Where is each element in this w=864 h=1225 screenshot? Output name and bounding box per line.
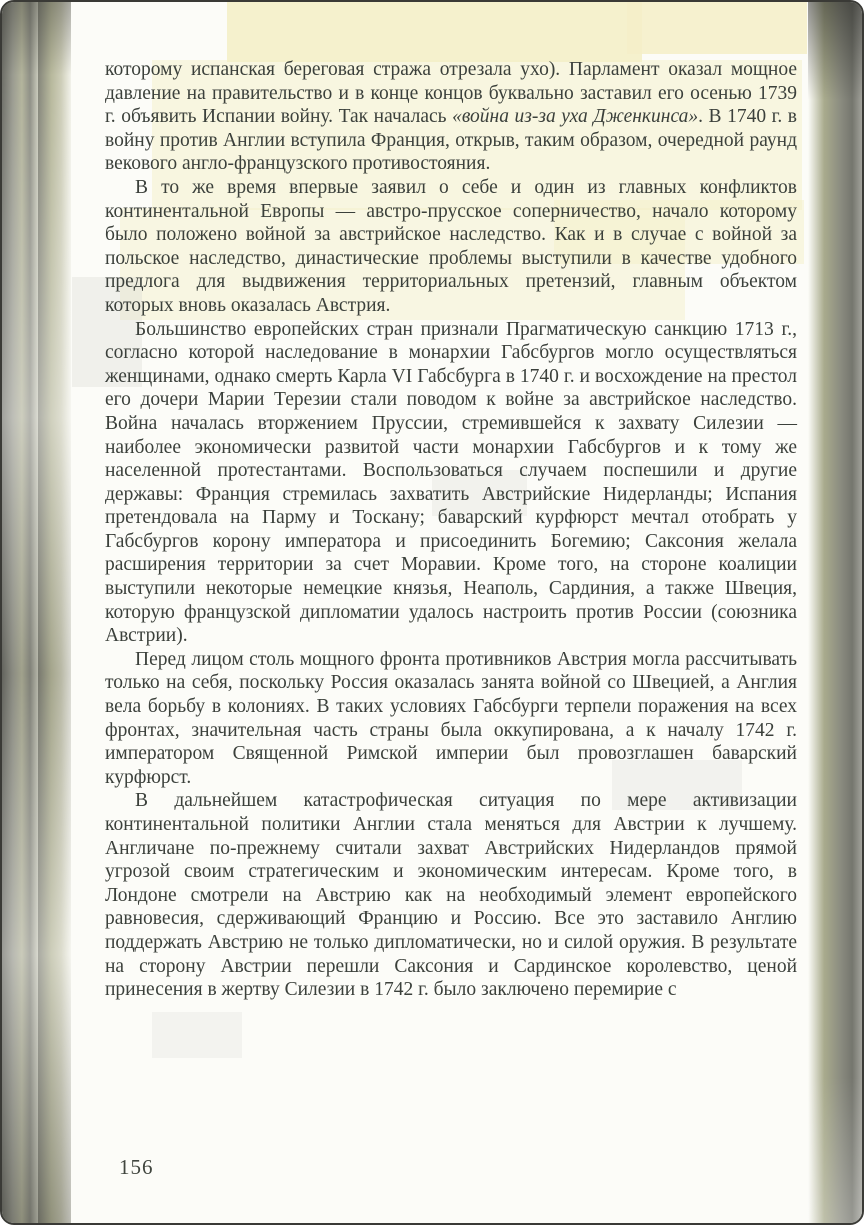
paragraph-1-text: которому испанская береговая стража отрезала ухо). Парламент оказал мощное давление на правительство и в конце концов буквально заставил его осенью 1739 г. объявить Испании войну. Так началась (105, 59, 797, 128)
page-text-block (105, 58, 797, 1002)
paragraph-5: В дальнейшем катастрофическая ситуация по мере активизации континентальной политики Англии стала меняться для Австрии к лучшему. Англичане по-прежнему считали захват Австрийских Нидерландов прямой угрозой своим стратегическим и экономическим интересам. Кроме того, в Лондоне смотрели на Австрию как на необходимый элемент европейского равновесия, сдерживающий Францию и Россию. Все это заставило Англию поддержать Австрию не только дипломатически, но и силой оружия. В результате на сторону Австрии перешли Саксония и Сардинское королевство, ценой принесения в жертву Силезии в 1742 г. было заключено перемирие с (105, 790, 797, 1001)
paragraph-2: В то же время впервые заявил о себе и один из главных конфликтов континентальной Европы — австро-прусское соперничество, начало которому было положено войной за австрийское наследство. Как и в случае с войной за польское наследство, династические проблемы выступили в качестве удобного предлога для выдвижения территориальных претензий, главным объектом которых вновь оказалась Австрия. (105, 176, 797, 316)
paragraph-3: Большинство европейских стран признали Прагматическую санкцию 1713 г., согласно которой наследование в монархии Габсбургов могло осуществляться женщинами, однако смерть Карла VI Габсбурга в 1740 г. и восхождение на престол его дочери Марии Терезии стали поводом к войне за австрийское наследство. Война началась вторжением Пруссии, стремившейся к захвату Силезии — наиболее экономически развитой части монархии Габсбургов и к тому же населенной протестантами. Воспользоваться случаем поспешили и другие державы: Франция стремилась захватить Австрийские Нидерланды; Испания претендовала на Парму и Тоскану; баварский курфюрст мечтал отобрать у Габсбургов корону императора и присоединить Богемию; Саксония желала расширения территории за счет Моравии. Кроме того, на стороне коалиции выступили некоторые немецкие князья, Неаполь, Сардиния, а также Швеция, которую французской дипломатии удалось настроить против России (союзника Австрии). (105, 318, 797, 647)
book-binding-left-inner-strip (38, 2, 71, 1223)
paragraph-1 (105, 58, 797, 176)
book-binding-left-outer-strip (2, 2, 38, 1223)
page-edge-right-strip (808, 2, 862, 1223)
paragraph-1-text-after: . В 1740 г. в войну против Англии вступила Франция, открыв, таким образом, очередной раунд векового англо-французского противостояния. (105, 106, 798, 175)
scan-noise-patch (152, 1012, 242, 1058)
paragraph-4: Перед лицом столь мощного фронта противников Австрия могла рассчитывать только на себя, поскольку Россия оказалась занята войной со Швецией, а Англия вела борьбу в колониях. В таких условиях Габсбурги терпели поражения на всех фронтах, значительная часть страны была оккупирована, а к началу 1742 г. императором Священной Римской империи был провозглашен баварский курфюрст. (105, 648, 797, 788)
scan-highlight-patch (627, 2, 807, 54)
paragraph-1-italic-phrase: «война из-за уха Дженкинса» (452, 106, 699, 128)
scan-highlight-patch (227, 2, 642, 62)
page-number: 156 (119, 1155, 154, 1179)
